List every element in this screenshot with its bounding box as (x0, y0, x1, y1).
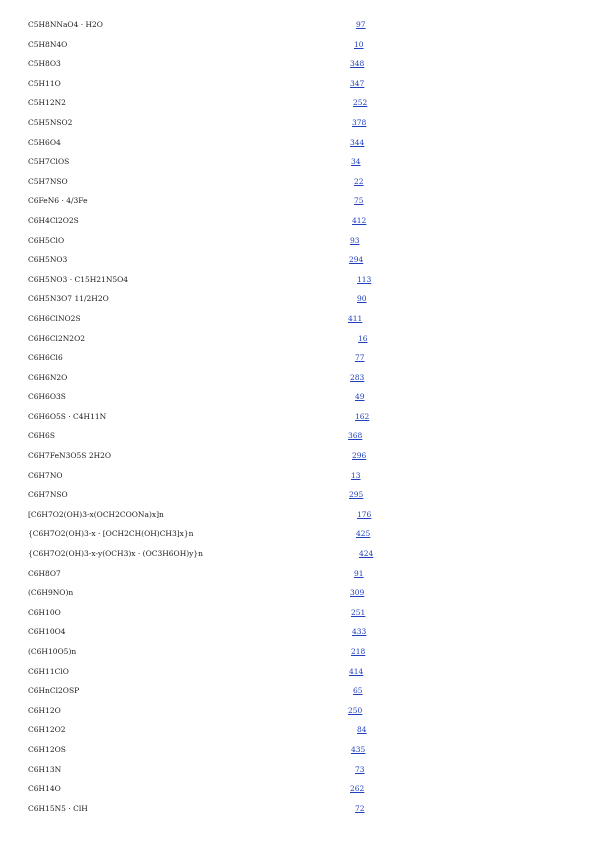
formula-text: C5H12N2 (28, 98, 66, 108)
formula-text: C6H15N5 · ClH (28, 803, 88, 813)
page-number-link[interactable]: 97 (356, 20, 366, 29)
page-number-link[interactable]: 162 (355, 411, 370, 421)
index-entry (0, 799, 595, 819)
page-number-link[interactable]: 262 (350, 784, 365, 794)
index-entry (0, 407, 595, 427)
index-entry (0, 564, 595, 584)
index-entry (0, 701, 595, 721)
formula-text: C6H10O4 (28, 627, 66, 637)
formula-text: C5H5NSO2 (28, 117, 73, 127)
formula-text: C5H11O (28, 78, 61, 88)
page-number-link[interactable]: 378 (352, 117, 367, 127)
page-number-link[interactable]: 77 (355, 353, 365, 363)
index-entry (0, 231, 595, 251)
index-entry (0, 329, 595, 349)
formula-text: {C6H7O2(OH)3-x-y(OCH3)x · (OC3H6OH)y}n (28, 549, 204, 559)
page-number-link[interactable]: 283 (350, 372, 365, 382)
formula-text: C6H13N (28, 764, 62, 774)
page-number-link[interactable]: 10 (354, 39, 364, 49)
page-number-link[interactable]: 34 (351, 157, 361, 167)
formula-text: C5H6O4 (28, 137, 61, 147)
index-entry (0, 289, 595, 309)
index-entry (0, 740, 595, 760)
index-entry (0, 583, 595, 603)
formula-text: C6H5ClO (28, 235, 65, 245)
page-number-link[interactable]: 309 (350, 588, 365, 598)
index-entry (0, 348, 595, 368)
formula-text: C5H7NSO (28, 176, 68, 186)
formula-text: (C6H9NO)n (28, 588, 74, 598)
index-entry (0, 720, 595, 740)
formula-text: C6H6S (28, 431, 55, 441)
formula-text: C6HnCl2OSP (28, 686, 80, 696)
page-number-link[interactable]: 411 (348, 313, 363, 323)
page-number-link[interactable]: 433 (352, 627, 367, 637)
page-number-link[interactable]: 91 (354, 568, 364, 578)
formula-text: C6H12OS (28, 744, 66, 754)
page-number-link[interactable]: 16 (358, 333, 368, 343)
formula-text: C6H12O2 (28, 725, 66, 735)
page-number-link[interactable]: 252 (353, 98, 368, 108)
page-number-link[interactable]: 84 (357, 725, 367, 735)
page-number-link[interactable]: 294 (349, 255, 364, 265)
formula-text: C6H10O (28, 607, 61, 617)
page-number-link[interactable]: 176 (357, 509, 372, 519)
index-entry (0, 426, 595, 446)
formula-text: C6H6ClNO2S (28, 313, 81, 323)
index-entry (0, 642, 595, 662)
formula-text: C5H7ClOS (28, 157, 70, 167)
index-entry (0, 54, 595, 74)
formula-text: C5H8NNaO4 · H2O (28, 20, 103, 29)
page-number-link[interactable]: 251 (351, 607, 366, 617)
page-number-link[interactable]: 93 (350, 235, 360, 245)
page-number-link[interactable]: 75 (354, 196, 364, 206)
page-number-link[interactable]: 73 (355, 764, 365, 774)
formula-text: C6H7NO (28, 470, 63, 480)
index-entry (0, 15, 595, 35)
formula-text: C6H5NO3 (28, 255, 68, 265)
page-number-link[interactable]: 425 (356, 529, 371, 539)
formula-text: C6H8O7 (28, 568, 61, 578)
index-entry (0, 387, 595, 407)
index-entry (0, 544, 595, 564)
formula-text: C6H12O (28, 705, 61, 715)
page-number-link[interactable]: 424 (359, 549, 374, 559)
index-entry (0, 172, 595, 192)
page-number-link[interactable]: 414 (349, 666, 364, 676)
index-entry (0, 250, 595, 270)
formula-index-list (0, 15, 595, 818)
page-number-link[interactable]: 344 (350, 137, 365, 147)
index-entry (0, 74, 595, 94)
index-entry (0, 113, 595, 133)
index-entry (0, 681, 595, 701)
index-entry (0, 446, 595, 466)
formula-text: C6H4Cl2O2S (28, 215, 79, 225)
index-entry (0, 662, 595, 682)
index-entry (0, 133, 595, 153)
page-number-link[interactable]: 412 (352, 215, 367, 225)
formula-text: C6H6O3S (28, 392, 66, 402)
page-number-link[interactable]: 113 (357, 274, 372, 284)
index-entry (0, 368, 595, 388)
index-entry (0, 524, 595, 544)
formula-text: C5H8N4O (28, 39, 68, 49)
index-entry (0, 211, 595, 231)
page-number-link[interactable]: 13 (351, 470, 361, 480)
index-entry (0, 466, 595, 486)
index-entry (0, 270, 595, 290)
page-number-link[interactable]: 65 (353, 686, 363, 696)
index-entry (0, 603, 595, 623)
index-entry (0, 93, 595, 113)
index-entry (0, 622, 595, 642)
page-number-link[interactable]: 90 (357, 294, 367, 304)
page-number-link[interactable]: 296 (352, 451, 367, 461)
formula-text: C6H7FeN3O5S 2H2O (28, 451, 112, 461)
index-entry (0, 191, 595, 211)
formula-text: (C6H10O5)n (28, 647, 77, 656)
index-entry (0, 35, 595, 55)
page-number-link[interactable]: 348 (350, 59, 365, 69)
page-number-link[interactable]: 218 (351, 647, 366, 656)
formula-text: C6H5NO3 · C15H21N5O4 (28, 274, 129, 284)
page-number-link[interactable]: 72 (355, 803, 365, 813)
page-number-link[interactable]: 368 (348, 431, 363, 441)
formula-text: {C6H7O2(OH)3-x · [OCH2CH(OH)CH3]x}n (28, 529, 194, 539)
formula-text: C5H8O3 (28, 59, 61, 69)
formula-text: C6H6N2O (28, 372, 68, 382)
page-number-link[interactable]: 295 (349, 490, 364, 500)
page-number-link[interactable]: 49 (355, 392, 365, 402)
formula-text: C6H6O5S · C4H11N (28, 411, 107, 421)
page-number-link[interactable]: 22 (354, 176, 364, 186)
formula-text: C6H14O (28, 784, 61, 794)
formula-text: C6H6Cl2N2O2 (28, 333, 85, 343)
index-entry (0, 760, 595, 780)
index-entry (0, 505, 595, 525)
formula-text: C6FeN6 · 4/3Fe (28, 196, 88, 206)
index-entry (0, 779, 595, 799)
page-number-link[interactable]: 347 (350, 78, 365, 88)
formula-text: C6H6Cl6 (28, 353, 63, 363)
formula-text: C6H11ClO (28, 666, 69, 676)
formula-text: C6H7NSO (28, 490, 68, 500)
formula-text: [C6H7O2(OH)3-x(OCH2COONa)x]n (28, 509, 164, 519)
page-number-link[interactable]: 435 (351, 744, 366, 754)
formula-text: C6H5N3O7 11/2H2O (28, 294, 109, 304)
page-number-link[interactable]: 250 (348, 705, 363, 715)
index-entry (0, 485, 595, 505)
index-entry (0, 152, 595, 172)
index-entry (0, 309, 595, 329)
